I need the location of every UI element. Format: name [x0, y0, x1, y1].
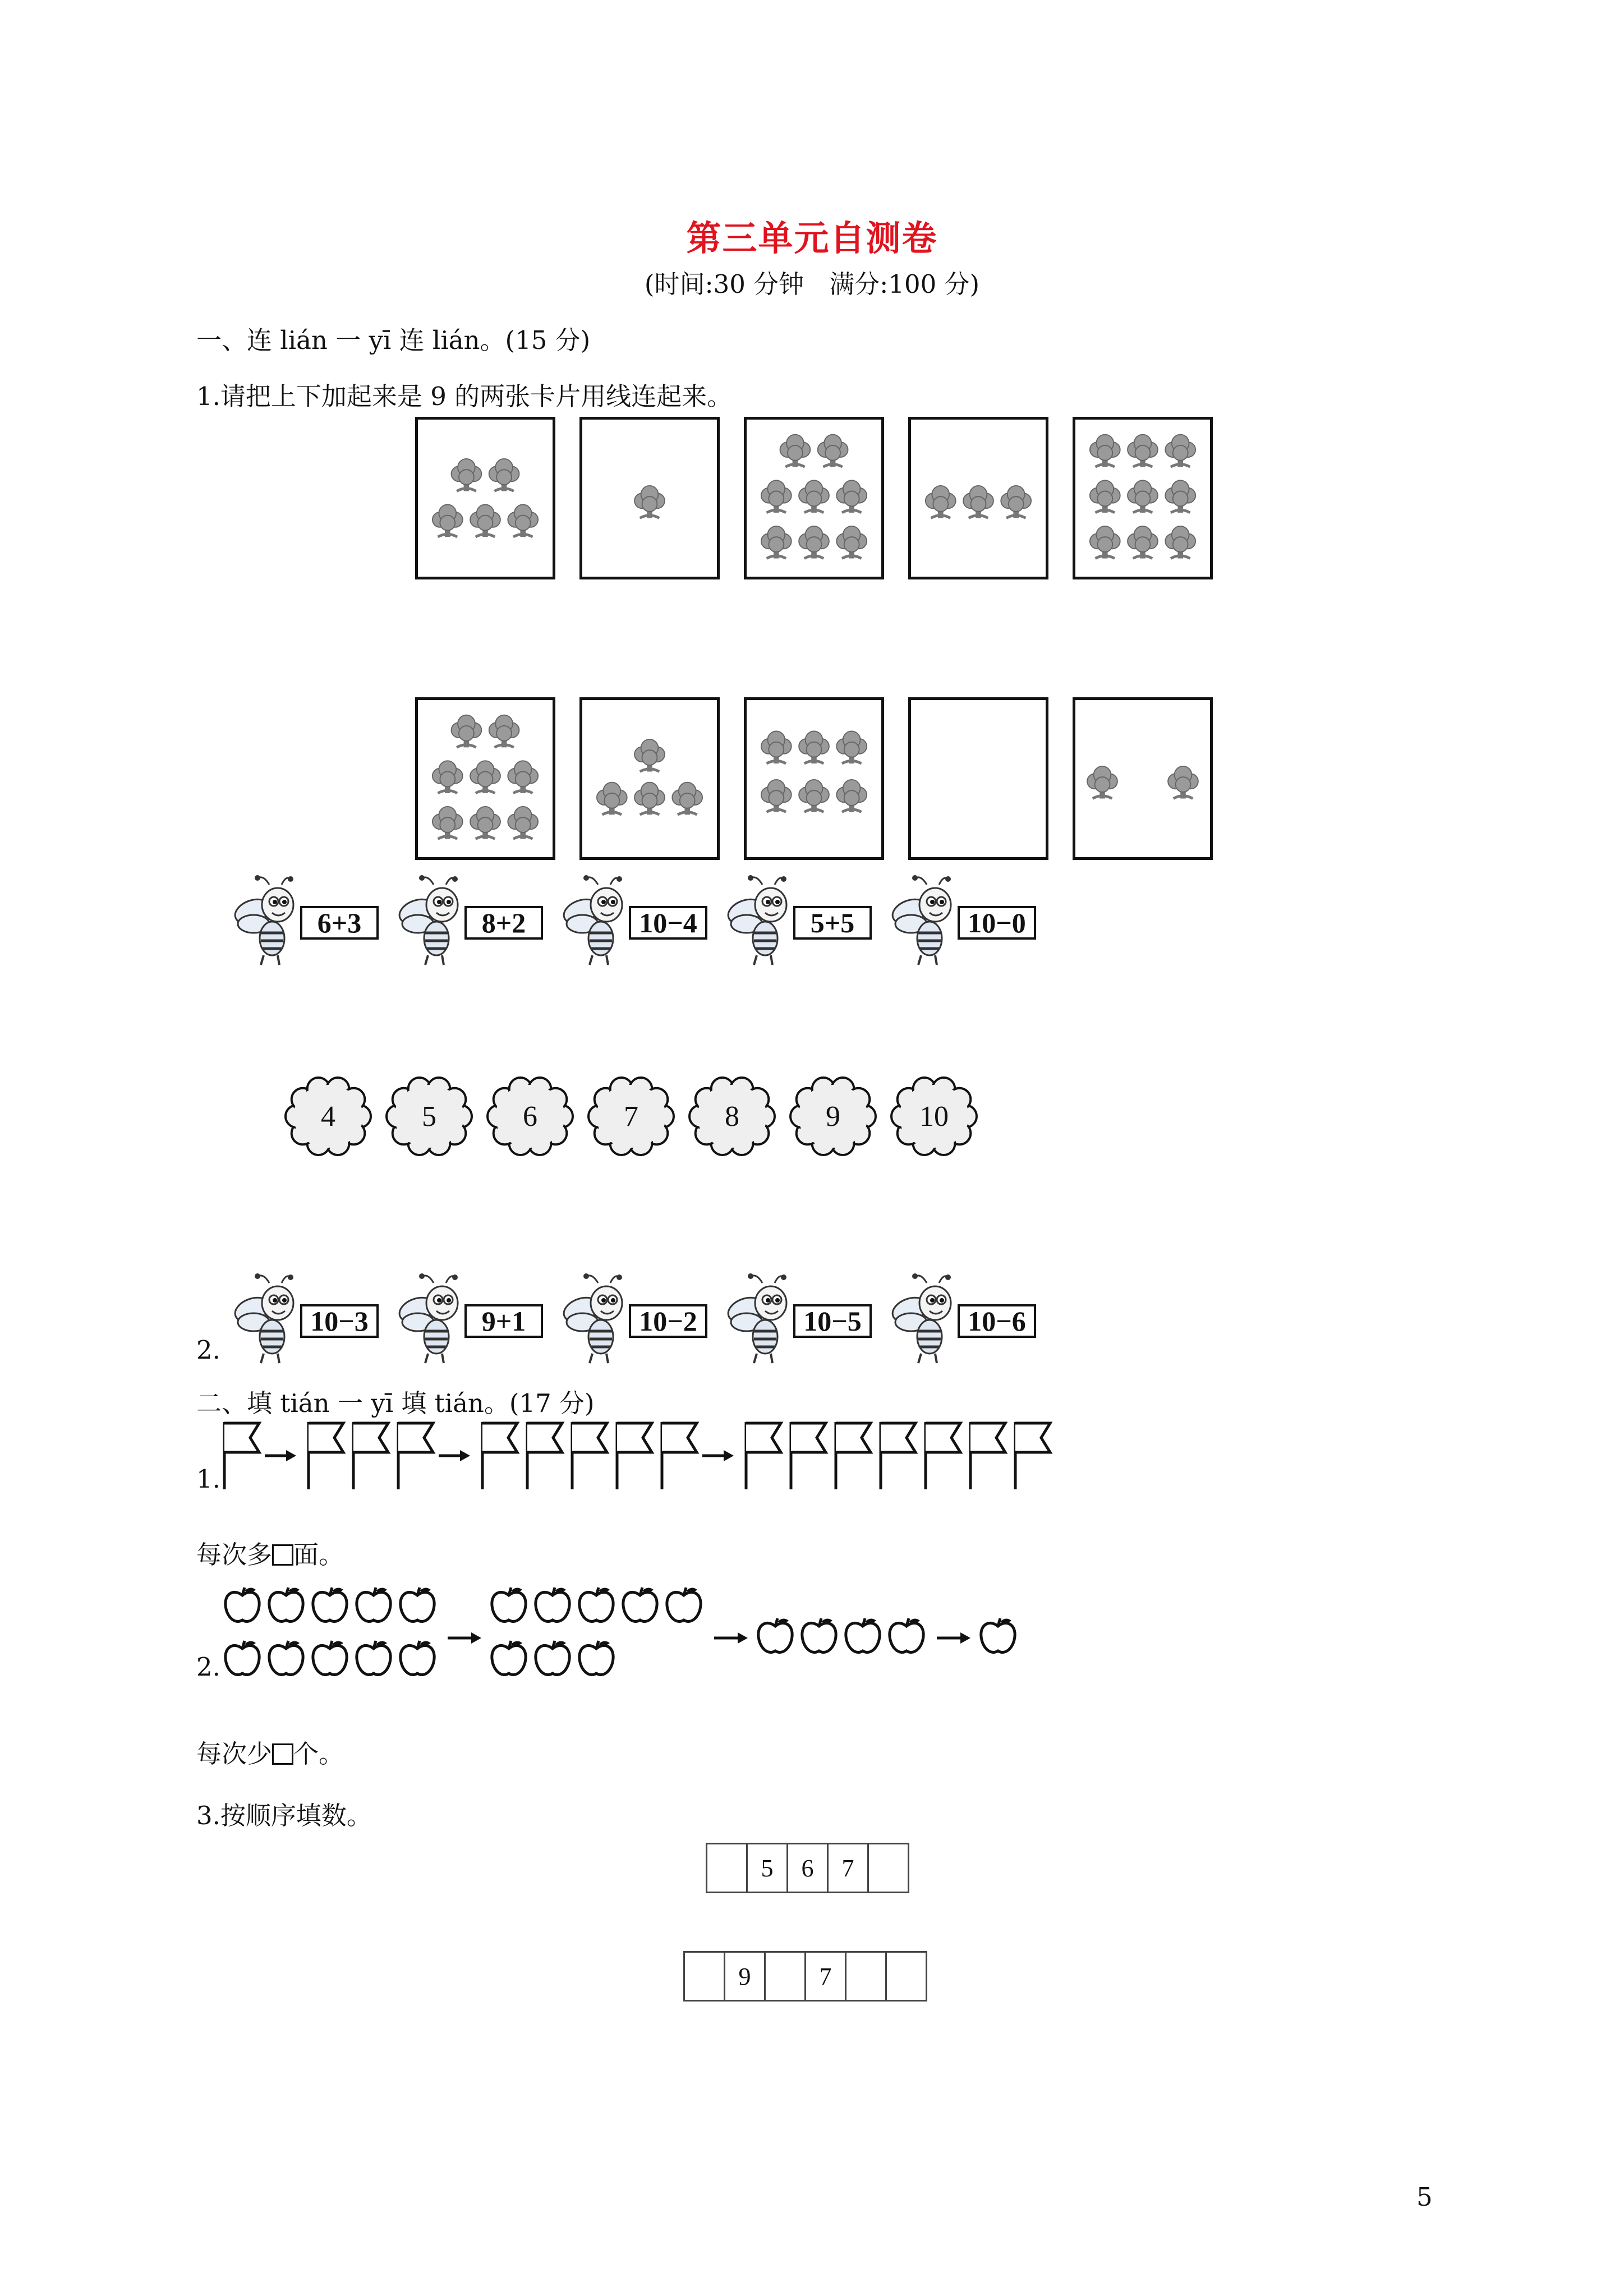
tree-icon	[1087, 766, 1117, 799]
tree-card[interactable]	[415, 417, 555, 579]
tree-card[interactable]	[908, 697, 1048, 860]
apple-icon	[226, 1641, 259, 1674]
apple-sequence	[219, 1579, 1094, 1691]
flag-icon	[836, 1422, 871, 1489]
tree-card[interactable]	[579, 417, 720, 579]
section2-heading: 二、填 tián 一 yī 填 tián。(17 分)	[196, 1388, 595, 1418]
number-cloud[interactable]	[687, 1074, 777, 1158]
apple-icon	[226, 1588, 259, 1621]
tree-card[interactable]	[1073, 417, 1213, 579]
flag-icon	[1015, 1422, 1050, 1489]
apples-answer: 每次少 个。	[196, 1739, 344, 1769]
bee-card[interactable]	[559, 872, 710, 968]
bee-card[interactable]	[887, 1271, 1039, 1366]
expression-label: 10−3	[300, 1304, 379, 1338]
tree-icon	[1165, 435, 1195, 467]
flag-icon	[572, 1422, 607, 1489]
blank-cell[interactable]	[683, 1951, 725, 2001]
expression-label: 10−6	[958, 1304, 1036, 1338]
tree-icon	[836, 780, 867, 812]
tree-icon	[836, 526, 867, 559]
number-cloud[interactable]	[788, 1074, 878, 1158]
arrow-icon	[702, 1450, 734, 1461]
blank-cell[interactable]	[867, 1843, 909, 1893]
number-cloud[interactable]	[586, 1074, 676, 1158]
expression-label: 5+5	[793, 906, 872, 940]
number-cell: 7	[827, 1843, 869, 1893]
tree-icon	[799, 526, 829, 559]
number-cloud[interactable]	[283, 1074, 373, 1158]
bee-card[interactable]	[230, 1271, 381, 1366]
q1-instruction: 1.请把上下加起来是 9 的两张卡片用线连起来。	[196, 381, 733, 411]
tree-card[interactable]	[744, 417, 884, 579]
flag-icon	[224, 1422, 259, 1489]
apple-icon	[269, 1588, 303, 1621]
tree-icon	[634, 783, 665, 815]
apple-icon	[313, 1641, 347, 1674]
tree-icon	[433, 505, 463, 537]
apple-icon	[579, 1641, 613, 1674]
bee-icon	[559, 1271, 626, 1366]
cloud-number: 4	[321, 1100, 335, 1133]
flags-answer: 每次多 面。	[196, 1540, 344, 1570]
expression-label: 10−5	[793, 1304, 872, 1338]
tree-icon	[470, 505, 500, 537]
flag-icon	[881, 1422, 915, 1489]
cloud-number: 10	[919, 1100, 949, 1133]
tree-icon	[597, 783, 627, 815]
expression-label: 10−0	[958, 906, 1036, 940]
number-cloud[interactable]	[485, 1074, 575, 1158]
tree-card[interactable]	[579, 697, 720, 860]
tree-icon	[508, 761, 538, 793]
apple-icon	[536, 1588, 569, 1621]
apple-icon	[269, 1641, 303, 1674]
tree-icon	[1165, 526, 1195, 559]
page-title: 第三单元自测卷	[686, 218, 938, 259]
cloud-number: 5	[422, 1100, 436, 1133]
tree-icon	[1128, 480, 1158, 513]
tree-icon	[799, 780, 829, 812]
expression-label: 6+3	[300, 906, 379, 940]
tree-icon	[836, 480, 867, 513]
tree-icon	[761, 480, 792, 513]
apple-icon	[758, 1618, 792, 1652]
flag-icon	[398, 1422, 433, 1489]
tree-icon	[452, 715, 482, 748]
apple-icon	[802, 1618, 836, 1652]
expression-label: 8+2	[464, 906, 543, 940]
tree-icon	[1090, 480, 1120, 513]
tree-icon	[761, 731, 792, 764]
tree-icon	[508, 807, 538, 839]
apple-icon	[623, 1588, 657, 1621]
apple-icon	[667, 1588, 701, 1621]
flag-icon	[791, 1422, 826, 1489]
flag-icon	[970, 1422, 1005, 1489]
number-cloud[interactable]	[889, 1074, 979, 1158]
expression-label: 10−4	[629, 906, 707, 940]
tree-card[interactable]	[908, 417, 1048, 579]
bee-card[interactable]	[887, 872, 1039, 968]
bee-icon	[723, 872, 790, 968]
bee-icon	[394, 1271, 462, 1366]
tree-icon	[489, 715, 519, 748]
tree-icon	[1090, 435, 1120, 467]
flag-icon	[353, 1422, 388, 1489]
tree-icon	[470, 761, 500, 793]
apple-icon	[492, 1641, 526, 1674]
tree-card[interactable]	[744, 697, 884, 860]
flag-icon	[482, 1422, 517, 1489]
flag-icon	[926, 1422, 960, 1489]
tree-icon	[818, 435, 848, 467]
tree-icon	[672, 783, 702, 815]
bee-card[interactable]	[394, 872, 546, 968]
arrow-icon	[448, 1632, 481, 1644]
tree-icon	[489, 459, 519, 491]
apple-icon	[401, 1588, 434, 1621]
apple-icon	[492, 1588, 526, 1621]
apple-icon	[981, 1618, 1015, 1652]
tree-icon	[926, 486, 956, 518]
flag-icon	[617, 1422, 652, 1489]
answer-box[interactable]	[272, 1743, 293, 1765]
tree-icon	[799, 731, 829, 764]
tree-icon	[1128, 526, 1158, 559]
blank-cell[interactable]	[706, 1843, 748, 1893]
bee-icon	[887, 1271, 955, 1366]
number-cloud[interactable]	[384, 1074, 474, 1158]
apple-icon	[579, 1588, 613, 1621]
answer-box[interactable]	[272, 1544, 293, 1566]
bee-card[interactable]	[230, 872, 381, 968]
tree-icon	[1090, 526, 1120, 559]
tree-icon	[780, 435, 811, 467]
flag-icon	[527, 1422, 562, 1489]
tree-icon	[761, 780, 792, 812]
flag-sequence	[219, 1416, 1094, 1495]
bee-icon	[559, 872, 626, 968]
bee-icon	[394, 872, 462, 968]
section1-heading: 一、连 lián 一 yī 连 lián。(15 分)	[196, 325, 591, 355]
apple-icon	[890, 1618, 923, 1652]
page-subtitle: (时间:30 分钟 满分:100 分)	[644, 269, 980, 299]
tree-icon	[1168, 766, 1198, 799]
apple-icon	[357, 1641, 390, 1674]
flag-icon	[746, 1422, 781, 1489]
blank-cell[interactable]	[764, 1951, 806, 2001]
sequence-strip-2	[683, 1951, 927, 2001]
tree-card[interactable]	[1073, 697, 1213, 860]
tree-icon	[433, 807, 463, 839]
tree-icon	[508, 505, 538, 537]
tree-icon	[634, 486, 665, 518]
flag-icon	[309, 1422, 343, 1489]
tree-icon	[1165, 480, 1195, 513]
tree-icon	[963, 486, 993, 518]
tree-icon	[470, 807, 500, 839]
bee-card[interactable]	[723, 872, 875, 968]
number-cell: 9	[724, 1951, 766, 2001]
q3-instruction: 3.按顺序填数。	[196, 1801, 372, 1830]
apples-label: 2.	[196, 1652, 220, 1682]
apple-icon	[313, 1588, 347, 1621]
bee-icon	[887, 872, 955, 968]
apple-icon	[401, 1641, 434, 1674]
flags-label: 1.	[196, 1464, 220, 1494]
flag-icon	[662, 1422, 697, 1489]
apple-icon	[846, 1618, 880, 1652]
q2-label: 2.	[196, 1335, 220, 1365]
expression-label: 10−2	[629, 1304, 707, 1338]
bee-icon	[230, 1271, 297, 1366]
apple-icon	[536, 1641, 569, 1674]
tree-icon	[1001, 486, 1031, 518]
tree-icon	[799, 480, 829, 513]
tree-icon	[761, 526, 792, 559]
number-cell: 7	[804, 1951, 846, 2001]
arrow-icon	[265, 1450, 296, 1461]
apple-icon	[357, 1588, 390, 1621]
number-cell: 5	[746, 1843, 788, 1893]
tree-icon	[1128, 435, 1158, 467]
tree-icon	[433, 761, 463, 793]
bee-icon	[230, 872, 297, 968]
expression-label: 9+1	[464, 1304, 543, 1338]
arrow-icon	[714, 1632, 748, 1644]
blank-cell[interactable]	[845, 1951, 887, 2001]
tree-icon	[836, 731, 867, 764]
bee-card[interactable]	[394, 1271, 546, 1366]
tree-card[interactable]	[415, 697, 555, 860]
tree-icon	[452, 459, 482, 491]
arrow-icon	[439, 1450, 470, 1461]
sequence-strip-1	[706, 1843, 909, 1893]
bee-icon	[723, 1271, 790, 1366]
number-cell: 6	[786, 1843, 829, 1893]
tree-icon	[634, 739, 665, 772]
page-number: 5	[1416, 2182, 1433, 2212]
bee-card[interactable]	[723, 1271, 875, 1366]
cloud-number: 9	[826, 1100, 840, 1133]
arrow-icon	[937, 1632, 970, 1644]
cloud-number: 6	[523, 1100, 537, 1133]
cloud-number: 7	[624, 1100, 638, 1133]
blank-cell[interactable]	[885, 1951, 927, 2001]
bee-card[interactable]	[559, 1271, 710, 1366]
cloud-number: 8	[725, 1100, 739, 1133]
